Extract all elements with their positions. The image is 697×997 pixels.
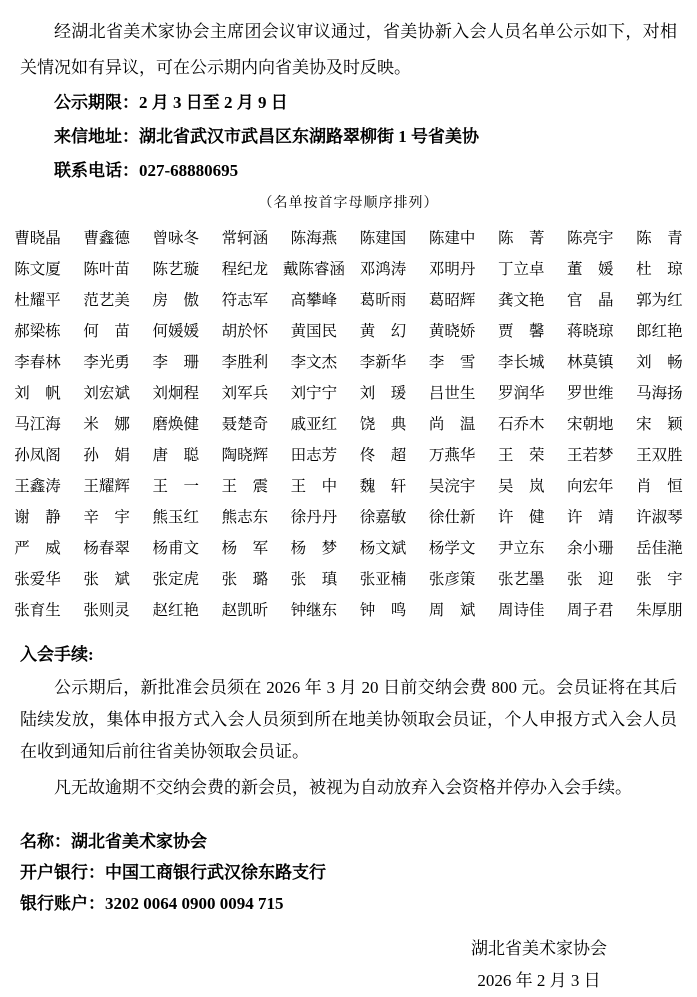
- member-name: [418, 595, 487, 626]
- member-name: [556, 285, 625, 316]
- member-name-text: 米娜: [83, 416, 130, 433]
- member-name: [72, 316, 141, 347]
- member-name: [487, 347, 556, 378]
- member-name: [556, 533, 625, 564]
- member-name-text: 杜琼: [636, 261, 683, 278]
- member-name: [210, 223, 279, 254]
- member-name-text: 王双胜: [636, 447, 683, 464]
- member-name: [72, 409, 141, 440]
- member-name: [348, 502, 417, 533]
- member-name: [556, 316, 625, 347]
- member-name: [72, 471, 141, 502]
- member-name-grid: [3, 223, 694, 626]
- member-name-text: 马江海: [14, 416, 61, 433]
- member-name-text: 王一: [152, 478, 199, 495]
- member-name-text: 万燕华: [428, 447, 476, 464]
- member-name-text: 黄晓娇: [428, 323, 476, 340]
- member-name-text: 熊玉红: [152, 509, 199, 526]
- member-name-text: 佟超: [359, 447, 407, 464]
- member-name-text: 郭为红: [636, 292, 683, 309]
- member-name-text: 岳佳滟: [636, 540, 683, 557]
- member-name: [418, 347, 487, 378]
- member-name-text: 张瑱: [290, 571, 338, 588]
- member-name-text: 邓明丹: [428, 261, 476, 278]
- member-name: [418, 316, 487, 347]
- member-name-text: 熊志东: [221, 509, 269, 526]
- member-name: [418, 471, 487, 502]
- member-name: [141, 564, 210, 595]
- member-name-text: 曹晓晶: [14, 230, 61, 247]
- member-name: [279, 409, 348, 440]
- member-name-text: 徐嘉敏: [359, 509, 407, 526]
- member-name-text: 陈文厦: [14, 261, 61, 278]
- member-name-text: 葛昭辉: [428, 292, 476, 309]
- member-name: [625, 564, 694, 595]
- member-name: [279, 316, 348, 347]
- publicity-period-line: 公示期限：2 月 3 日至 2 月 9 日: [54, 93, 288, 112]
- member-name-text: 徐丹丹: [290, 509, 338, 526]
- procedures-paragraph-2: 凡无故逾期不交纳会费的新会员，被视为自动放弃入会资格并停办入会手续。: [54, 778, 632, 797]
- mailing-address-line: 来信地址：湖北省武汉市武昌区东湖路翠柳街 1 号省美协: [54, 127, 479, 146]
- member-name: [625, 254, 694, 285]
- member-name: [418, 564, 487, 595]
- member-name: [279, 285, 348, 316]
- member-name-text: 黄幻: [359, 323, 407, 340]
- member-name-text: 许健: [497, 509, 545, 526]
- member-name: [3, 285, 72, 316]
- member-name-text: 周斌: [428, 602, 476, 619]
- member-name-text: 吕世生: [428, 385, 476, 402]
- procedures-paragraph-1: 公示期后，新批准会员须在 2026 年 3 月 20 日前交纳会费 800 元。会员证将在其后陆续发放，集体申报方式入会人员须到所在地美协领取会员证，个人申报方式入会人员在收到通知后前往省美协领取会员证。: [20, 678, 677, 761]
- member-name-text: 朱厚朋: [636, 602, 683, 619]
- member-name: [418, 378, 487, 409]
- member-name: [141, 254, 210, 285]
- member-name-text: 李珊: [152, 354, 199, 371]
- member-name-text: 吴岚: [497, 478, 545, 495]
- member-name: [556, 440, 625, 471]
- member-name: [210, 502, 279, 533]
- member-name-text: 刘瑗: [359, 385, 407, 402]
- member-name: [487, 471, 556, 502]
- member-name-text: 刘军兵: [221, 385, 269, 402]
- member-name: [625, 471, 694, 502]
- member-name: [625, 223, 694, 254]
- member-name-text: 刘畅: [636, 354, 683, 371]
- member-name: [72, 285, 141, 316]
- member-name-text: 何苗: [83, 323, 130, 340]
- member-name-text: 张彦策: [428, 571, 476, 588]
- payment-info-block: [20, 826, 677, 919]
- member-name-text: 王中: [290, 478, 338, 495]
- member-name-text: 杨文斌: [359, 540, 407, 557]
- member-name: [279, 533, 348, 564]
- member-name-text: 胡於怀: [221, 323, 269, 340]
- member-name: [556, 347, 625, 378]
- member-name-text: 葛昕雨: [359, 292, 407, 309]
- member-name-text: 陈建国: [359, 230, 407, 247]
- member-name: [487, 533, 556, 564]
- member-name-text: 磨焕健: [152, 416, 199, 433]
- member-name-text: 赵凯昕: [221, 602, 269, 619]
- member-name-text: 饶典: [359, 416, 407, 433]
- member-name-text: 曹鑫德: [83, 230, 130, 247]
- member-name: [625, 316, 694, 347]
- member-name: [141, 285, 210, 316]
- member-name: [279, 347, 348, 378]
- member-name-text: 李胜利: [221, 354, 269, 371]
- member-name-text: 吴浣宇: [428, 478, 476, 495]
- member-name-text: 刘宏斌: [83, 385, 130, 402]
- member-name: [625, 378, 694, 409]
- member-name: [418, 285, 487, 316]
- member-name-text: 周诗佳: [497, 602, 545, 619]
- member-name: [210, 409, 279, 440]
- member-name: [348, 595, 417, 626]
- member-name: [418, 223, 487, 254]
- member-name-text: 魏轩: [359, 478, 407, 495]
- member-name: [141, 533, 210, 564]
- member-name-text: 聂楚奇: [221, 416, 269, 433]
- member-name-text: 郎红艳: [636, 323, 683, 340]
- member-name-text: 郝梁栋: [14, 323, 61, 340]
- member-name: [210, 316, 279, 347]
- member-name: [348, 316, 417, 347]
- member-name: [3, 378, 72, 409]
- member-name: [210, 595, 279, 626]
- member-name: [487, 502, 556, 533]
- member-name-text: 陈亮宇: [567, 230, 614, 247]
- signature-date: 2026 年 2 月 3 日: [477, 971, 601, 990]
- member-name: [487, 440, 556, 471]
- member-name: [418, 533, 487, 564]
- member-name-text: 杨甫文: [152, 540, 199, 557]
- member-name: [210, 440, 279, 471]
- member-name-text: 杜耀平: [14, 292, 61, 309]
- member-name-text: 高攀峰: [290, 292, 338, 309]
- member-name: [210, 347, 279, 378]
- member-name-text: 陈叶苗: [83, 261, 130, 278]
- account-name-line: 名称：湖北省美术家协会: [20, 832, 207, 851]
- member-name: [141, 347, 210, 378]
- member-name-text: 王鑫涛: [14, 478, 61, 495]
- member-name: [141, 409, 210, 440]
- member-name-text: 钟继东: [290, 602, 338, 619]
- member-name: [141, 316, 210, 347]
- member-name: [72, 564, 141, 595]
- member-name: [625, 347, 694, 378]
- member-name-text: 钟鸣: [359, 602, 407, 619]
- member-name-text: 蒋晓琼: [567, 323, 614, 340]
- member-name: [487, 316, 556, 347]
- member-name-text: 许淑琴: [636, 509, 683, 526]
- member-name: [279, 378, 348, 409]
- member-name: [210, 378, 279, 409]
- member-name-text: 张亚楠: [359, 571, 407, 588]
- member-name-text: 何媛媛: [152, 323, 199, 340]
- member-name: [279, 254, 348, 285]
- member-name-text: 房傲: [152, 292, 199, 309]
- member-name: [72, 254, 141, 285]
- member-name-text: 石乔木: [497, 416, 545, 433]
- member-name: [418, 254, 487, 285]
- member-name-text: 余小珊: [567, 540, 614, 557]
- member-name-text: 曾咏冬: [152, 230, 199, 247]
- member-name: [418, 502, 487, 533]
- member-name: [3, 533, 72, 564]
- member-name-text: 唐聪: [152, 447, 199, 464]
- member-name-text: 宋朝地: [567, 416, 614, 433]
- member-name: [487, 564, 556, 595]
- member-name-text: 范艺美: [83, 292, 130, 309]
- member-name: [210, 285, 279, 316]
- member-name: [72, 595, 141, 626]
- member-name: [348, 564, 417, 595]
- member-name-text: 李文杰: [290, 354, 338, 371]
- member-name: [556, 254, 625, 285]
- member-name: [141, 223, 210, 254]
- contact-phone-line: 联系电话：027-68880695: [54, 161, 239, 180]
- member-name-text: 田志芳: [290, 447, 338, 464]
- member-name-text: 陈建中: [428, 230, 476, 247]
- member-name: [141, 471, 210, 502]
- member-name-text: 肖恒: [636, 478, 683, 495]
- member-name: [487, 223, 556, 254]
- member-name: [625, 533, 694, 564]
- member-name: [3, 254, 72, 285]
- member-name-text: 王荣: [497, 447, 545, 464]
- member-name: [556, 223, 625, 254]
- member-name-text: 张定虎: [152, 571, 199, 588]
- member-name: [556, 502, 625, 533]
- member-name-text: 赵红艳: [152, 602, 199, 619]
- signature-block: [471, 933, 607, 997]
- procedures-heading: 入会手续:: [20, 645, 94, 664]
- member-name-text: 程纪龙: [221, 261, 269, 278]
- member-name-text: 马海扬: [636, 385, 683, 402]
- member-name: [3, 223, 72, 254]
- member-name-text: 严威: [14, 540, 61, 557]
- member-name-text: 尹立东: [497, 540, 545, 557]
- member-name-text: 周子君: [567, 602, 614, 619]
- member-name-text: 张则灵: [83, 602, 130, 619]
- member-name: [556, 378, 625, 409]
- member-name-text: 王震: [221, 478, 269, 495]
- member-name-text: 张爱华: [14, 571, 61, 588]
- member-name: [72, 502, 141, 533]
- member-name-text: 符志军: [221, 292, 269, 309]
- member-name: [556, 595, 625, 626]
- member-name: [141, 595, 210, 626]
- member-name-text: 刘炯程: [152, 385, 199, 402]
- member-name: [141, 378, 210, 409]
- member-name: [556, 409, 625, 440]
- member-name-text: 罗世维: [567, 385, 614, 402]
- member-name-text: 张育生: [14, 602, 61, 619]
- member-name-text: 杨梦: [290, 540, 338, 557]
- member-name-text: 李长城: [497, 354, 545, 371]
- member-name: [210, 254, 279, 285]
- member-name-text: 李雪: [428, 354, 476, 371]
- member-name: [348, 471, 417, 502]
- member-name-text: 刘宁宁: [290, 385, 338, 402]
- member-name-text: 刘帆: [14, 385, 61, 402]
- member-name: [3, 316, 72, 347]
- member-name: [487, 409, 556, 440]
- member-name: [487, 254, 556, 285]
- member-name-text: 谢静: [14, 509, 61, 526]
- member-name-text: 陶晓辉: [221, 447, 269, 464]
- member-name: [3, 595, 72, 626]
- member-name: [3, 564, 72, 595]
- member-name-text: 李新华: [359, 354, 407, 371]
- intro-paragraph: 经湖北省美术家协会主席团会议审议通过，省美协新入会人员名单公示如下，对相关情况如有异议，可在公示期内向省美协及时反映。: [20, 22, 677, 77]
- member-name: [72, 347, 141, 378]
- member-name: [348, 285, 417, 316]
- member-name-text: 杨军: [221, 540, 269, 557]
- member-name-text: 林莫镇: [567, 354, 614, 371]
- member-name-text: 徐仕新: [428, 509, 476, 526]
- member-name: [279, 223, 348, 254]
- member-name: [487, 595, 556, 626]
- member-name-text: 陈艺璇: [152, 261, 199, 278]
- member-name-text: 龚文艳: [497, 292, 545, 309]
- member-name: [72, 223, 141, 254]
- member-name-text: 孙凤阁: [14, 447, 61, 464]
- member-name-text: 许靖: [567, 509, 614, 526]
- member-name: [348, 254, 417, 285]
- member-name: [625, 409, 694, 440]
- account-number-line: 银行账户：3202 0064 0900 0094 715: [20, 894, 284, 913]
- member-name-text: 杨学文: [428, 540, 476, 557]
- member-name: [348, 378, 417, 409]
- member-name: [210, 533, 279, 564]
- member-name: [279, 440, 348, 471]
- member-name: [72, 440, 141, 471]
- member-name: [625, 502, 694, 533]
- member-name: [625, 595, 694, 626]
- member-name-text: 陈海燕: [290, 230, 338, 247]
- member-name-text: 李春林: [14, 354, 61, 371]
- member-name-text: 贾馨: [497, 323, 545, 340]
- member-name: [3, 471, 72, 502]
- bank-name-line: 开户银行：中国工商银行武汉徐东路支行: [20, 863, 326, 882]
- member-name: [3, 440, 72, 471]
- member-name-text: 宋颖: [636, 416, 683, 433]
- member-name: [348, 223, 417, 254]
- member-name-text: 孙娟: [83, 447, 130, 464]
- member-name: [418, 440, 487, 471]
- member-name-text: 黄国民: [290, 323, 338, 340]
- member-name: [210, 564, 279, 595]
- member-name-text: 丁立卓: [497, 261, 545, 278]
- member-name: [279, 564, 348, 595]
- member-name-text: 向宏年: [567, 478, 614, 495]
- member-name: [348, 347, 417, 378]
- name-order-note: （名单按首字母顺序排列）: [258, 196, 439, 211]
- member-name-text: 戚亚红: [290, 416, 338, 433]
- member-name: [210, 471, 279, 502]
- member-name-text: 尚温: [428, 416, 476, 433]
- member-name: [141, 502, 210, 533]
- member-name: [72, 378, 141, 409]
- member-name: [279, 471, 348, 502]
- member-name: [141, 440, 210, 471]
- member-name-text: 张艺墨: [497, 571, 545, 588]
- member-name-text: 常轲涵: [221, 230, 269, 247]
- member-name-text: 张璐: [221, 571, 269, 588]
- member-name-text: 辛宇: [83, 509, 130, 526]
- member-name-text: 杨春翠: [83, 540, 130, 557]
- member-name: [279, 502, 348, 533]
- member-name: [348, 440, 417, 471]
- member-name-text: 张迎: [567, 571, 614, 588]
- member-name: [3, 347, 72, 378]
- member-name: [556, 471, 625, 502]
- member-name: [487, 378, 556, 409]
- member-name: [625, 285, 694, 316]
- member-name: [487, 285, 556, 316]
- member-name-text: 戴陈睿涵: [282, 261, 345, 278]
- signature-org: 湖北省美术家协会: [471, 939, 607, 958]
- member-name-text: 张斌: [83, 571, 130, 588]
- member-name-text: 陈青: [636, 230, 683, 247]
- member-name-text: 邓鸿涛: [359, 261, 407, 278]
- member-name: [279, 595, 348, 626]
- member-name-text: 王若梦: [567, 447, 614, 464]
- member-name-text: 张宇: [636, 571, 683, 588]
- member-name: [348, 533, 417, 564]
- member-name: [72, 533, 141, 564]
- member-name-text: 王耀辉: [83, 478, 130, 495]
- member-name-text: 罗润华: [497, 385, 545, 402]
- member-name-text: 董媛: [567, 261, 614, 278]
- member-name-text: 李光勇: [83, 354, 130, 371]
- member-name: [418, 409, 487, 440]
- member-name: [348, 409, 417, 440]
- member-name-text: 陈菁: [497, 230, 545, 247]
- member-name: [3, 502, 72, 533]
- member-name: [3, 409, 72, 440]
- member-name-text: 官晶: [567, 292, 614, 309]
- member-name: [625, 440, 694, 471]
- member-name: [556, 564, 625, 595]
